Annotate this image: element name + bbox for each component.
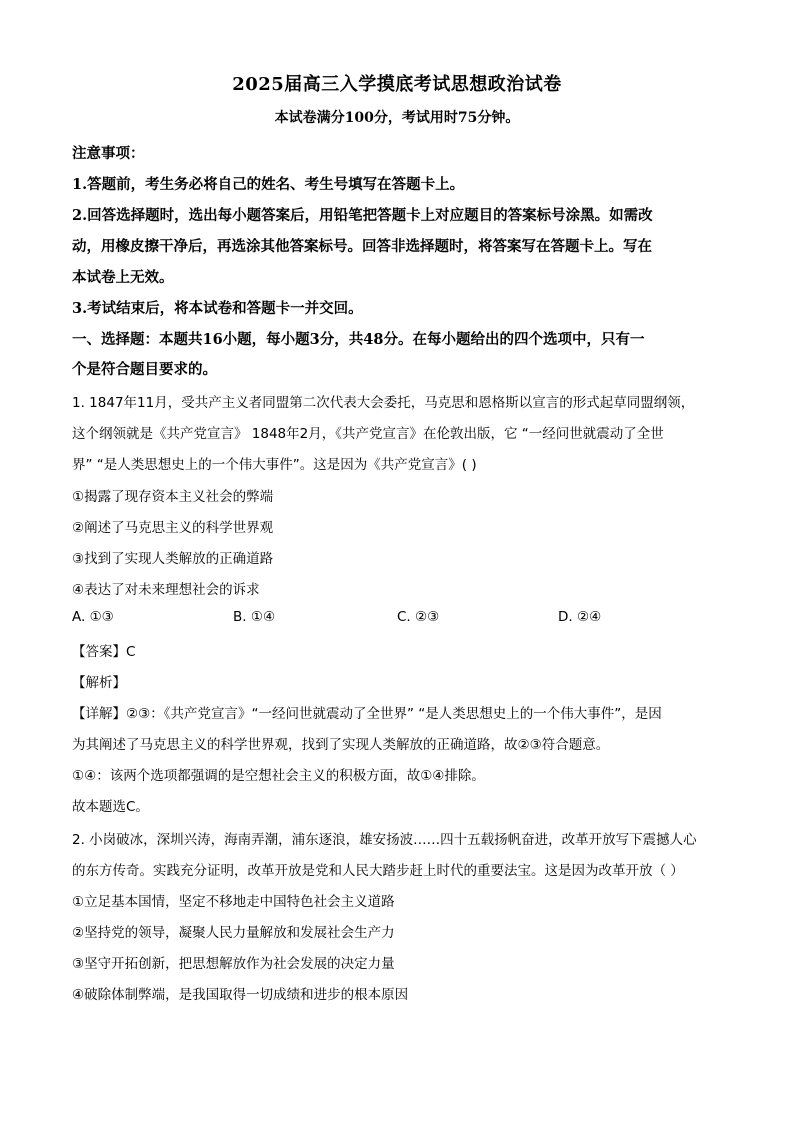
q2-statement-2: ②坚持党的领导，凝聚人民力量解放和发展社会生产力 [72,925,395,941]
q1-analysis-label: 【解析】 [72,675,126,691]
q2-statement-1: ①立足基本国情，坚定不移地走中国特色社会主义道路 [72,894,395,910]
page-subtitle: 本试卷满分100分，考试用时75分钟。 [274,110,520,126]
q2-stem-line-1: 2. 小岗破冰，深圳兴涛，海南弄潮，浦东逐浪，雄安扬波……四十五载扬帆奋进，改革开放写下震撼人心 [72,832,697,848]
q2-stem-line-2: 的东方传奇。实践充分证明，改革开放是党和人民大踏步赶上时代的重要法宝。这是因为改革开放（ ） [72,863,684,879]
q1-detail-line-3: ①④：该两个选项都强调的是空想社会主义的积极方面，故①④排除。 [72,768,485,784]
note-item-2-line-2: 动，用橡皮擦干净后，再选涂其他答案标号。回答非选择题时，将答案写在答题卡上。写在 [72,238,652,255]
note-item-2-line-3: 本试卷上无效。 [72,269,174,286]
q1-option-d: D. ②④ [558,609,602,625]
q1-statement-1: ①揭露了现存资本主义社会的弊端 [72,489,274,505]
note-item-2-line-1: 2.回答选择题时，选出每小题答案后，用铅笔把答题卡上对应题目的答案标号涂黑。如需改 [72,207,653,224]
q1-option-b: B. ①④ [233,609,276,625]
q2-statement-3: ③坚守开拓创新，把思想解放作为社会发展的决定力量 [72,956,395,972]
q1-stem-line-3: 界” “是人类思想史上的一个伟大事件”。这是因为《共产党宣言》( ) [72,457,477,473]
note-item-3: 3.考试结束后，将本试卷和答题卡一并交回。 [72,300,363,317]
q1-conclusion: 故本题选C。 [72,799,149,815]
q1-stem-line-2: 这个纲领就是《共产党宣言》 1848年2月，《共产党宣言》在伦敦出版，它 “一经问世就震动了全世 [72,426,664,442]
q1-option-c: C. ②③ [397,609,440,625]
q1-statement-3: ③找到了实现人类解放的正确道路 [72,551,274,567]
q1-detail-line-2: 为其阐述了马克思主义的科学世界观，找到了实现人类解放的正确道路，故②③符合题意。 [72,737,610,753]
note-item-1: 1.答题前，考生务必将自己的姓名、考生号填写在答题卡上。 [72,176,465,193]
page-title: 2025届高三入学摸底考试思想政治试卷 [232,74,562,95]
q1-stem-line-1: 1. 1847年11月，受共产主义者同盟第二次代表大会委托，马克思和恩格斯以宣言的形式起草同盟纲领， [72,395,695,411]
notes-heading: 注意事项： [72,145,145,162]
q1-statement-2: ②阐述了马克思主义的科学世界观 [72,520,274,536]
q1-statement-4: ④表达了对未来理想社会的诉求 [72,582,260,598]
q2-statement-4: ④破除体制弊端，是我国取得一切成绩和进步的根本原因 [72,987,409,1003]
q1-option-a: A. ①③ [72,609,114,625]
q1-answer: 【答案】C [72,644,136,660]
section-heading-line-1: 一、选择题：本题共16小题，每小题3分，共48分。在每小题给出的四个选项中，只有一 [72,331,645,348]
q1-detail-line-1: 【详解】②③：《共产党宣言》“一经问世就震动了全世界” “是人类思想史上的一个伟大事件”，是因 [72,706,662,722]
section-heading-line-2: 个是符合题目要求的。 [72,361,217,378]
